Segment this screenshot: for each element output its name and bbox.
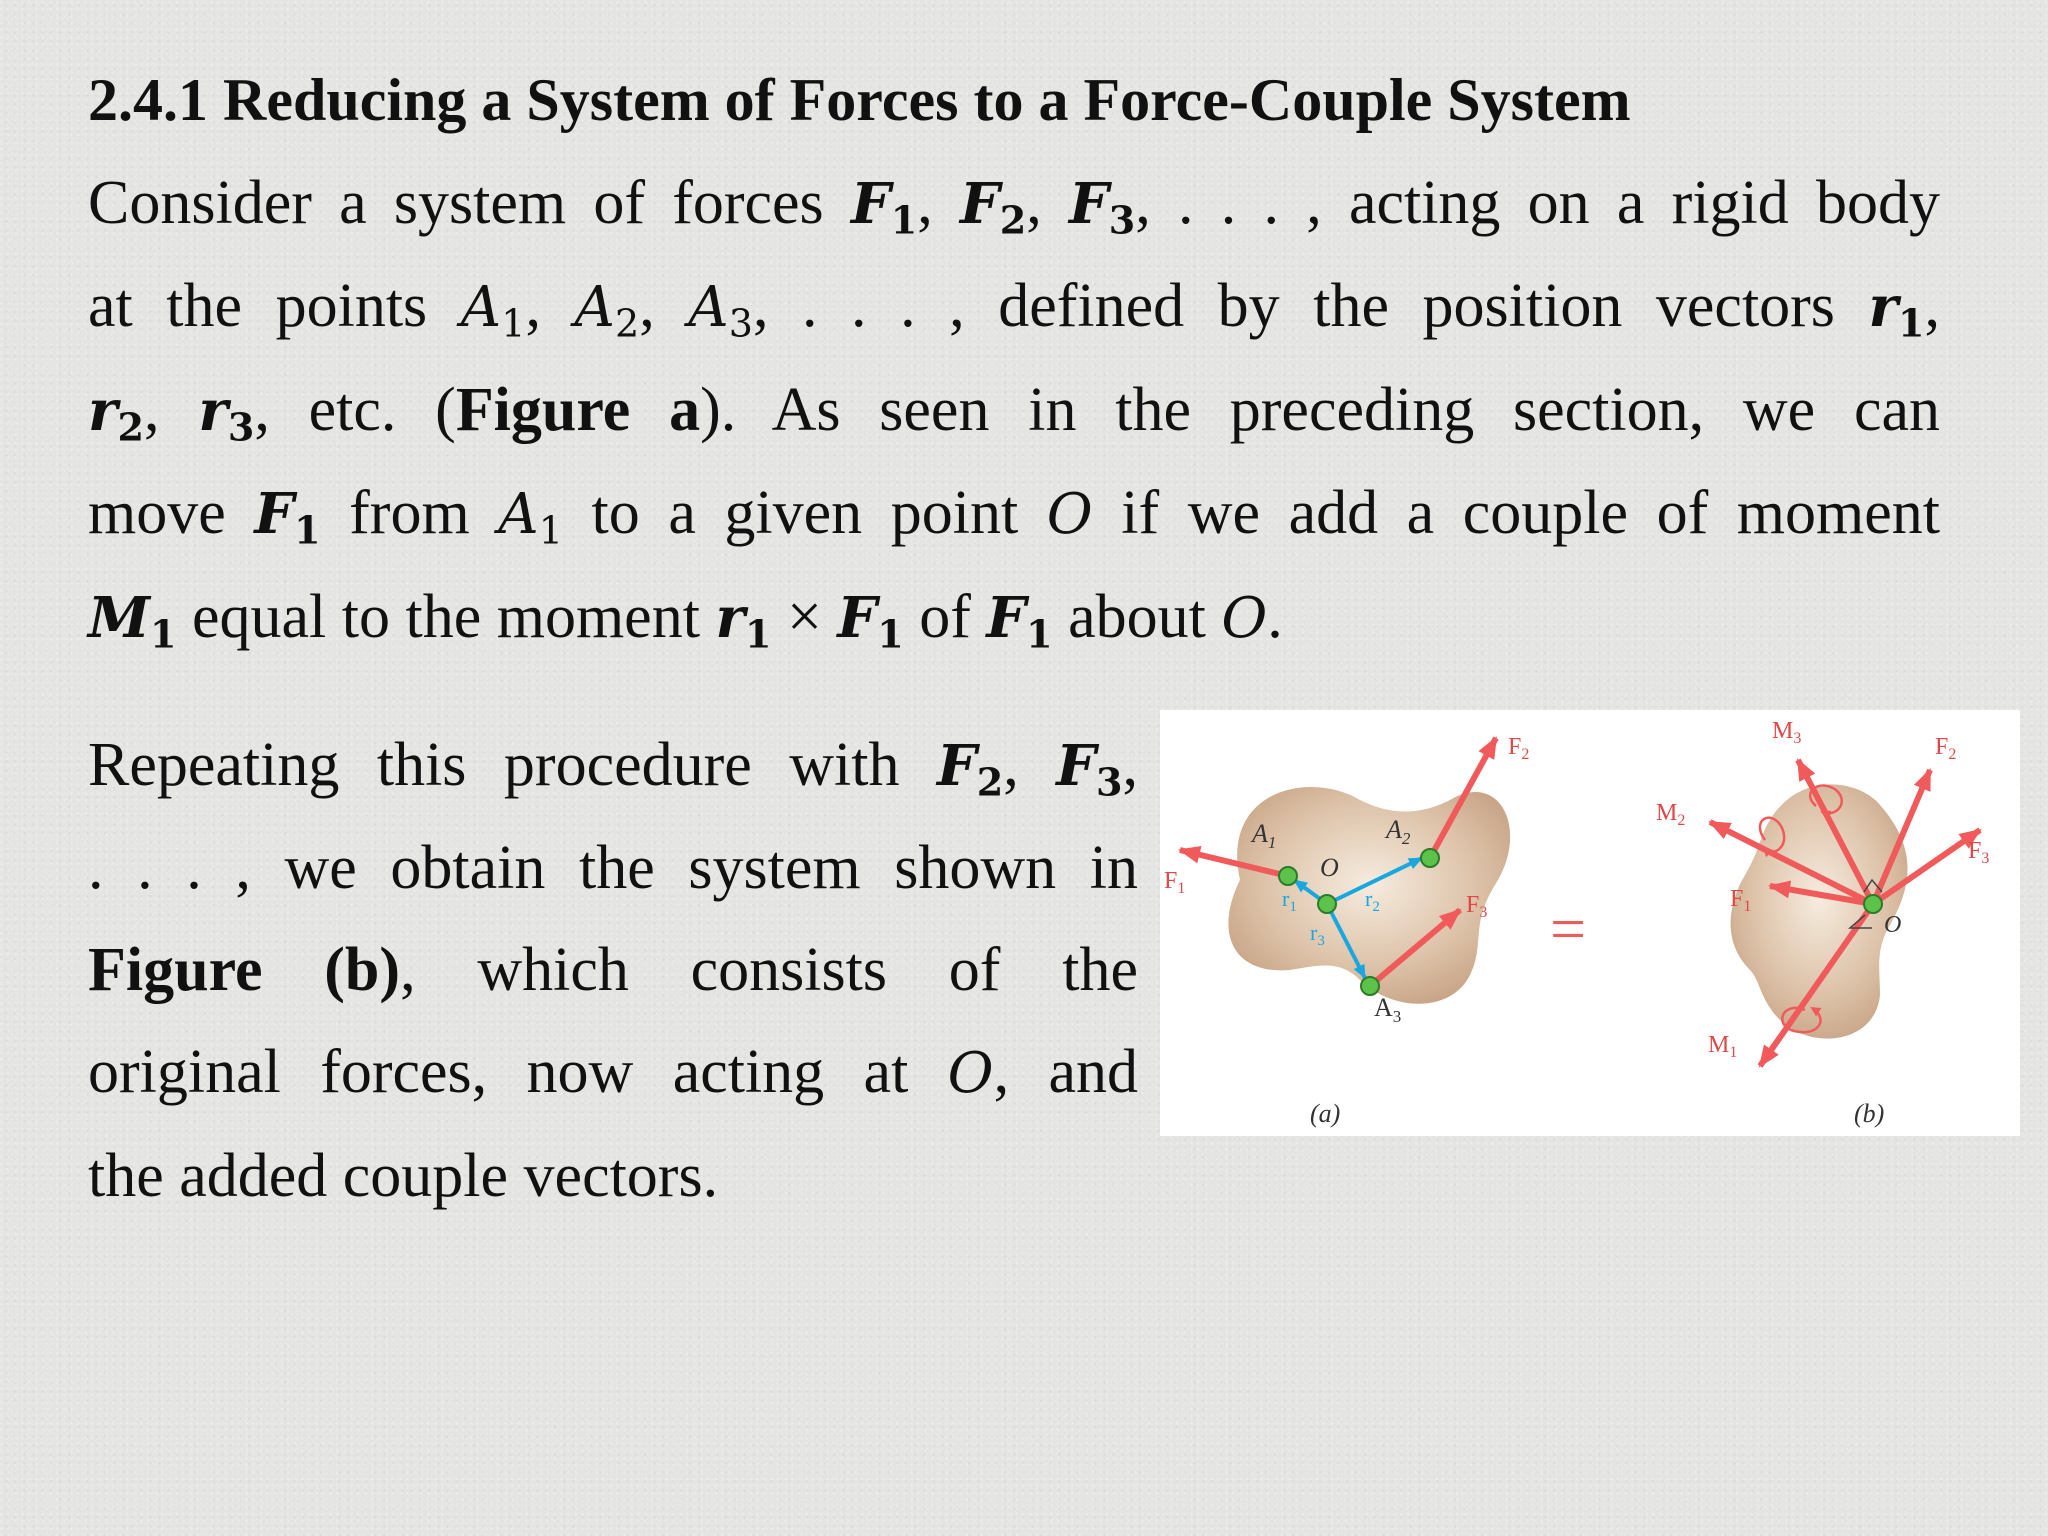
label-M2: $M_2$ [1656, 800, 1686, 829]
point-A2-marker [1421, 849, 1439, 867]
figure-b-reference: Figure (b) [88, 936, 401, 1004]
label-F2-b: $F_2$ [1935, 734, 1957, 763]
point-O: O [947, 1041, 994, 1106]
vector-F2: $F_2$ [936, 733, 1004, 805]
para2-line-3: Figure (b), which consists of the [88, 936, 1138, 1004]
rigid-body-b [1731, 784, 1908, 1038]
point-O-marker-b [1864, 895, 1882, 913]
section-heading: 2.4.1 Reducing a System of Forces to a Force-Couple System [88, 67, 1631, 133]
label-F1: $F_1$ [1164, 868, 1186, 897]
figure-a-reference: Figure a [455, 376, 701, 444]
label-A1: $A_1$ [1252, 819, 1277, 852]
label-A3: $A_3$ [1374, 993, 1402, 1026]
para2-line-1: Repeating this procedure with $F_2$, $F_3$, [88, 731, 1139, 805]
vector-F1: $F_1$ [254, 481, 321, 553]
point-A2: $A_2$ [574, 275, 640, 346]
para1-line-3: $r_2$, $r_3$, etc. (Figure a). As seen in the preceding section, we can [88, 376, 1941, 450]
para1-line-2: at the points $A_1$, $A_2$, $A_3$, . . . , defined by the position vectors $r_1$, [88, 272, 1941, 346]
vector-r1: $r_1$ [715, 585, 772, 657]
label-F3: $F_3$ [1466, 892, 1488, 921]
vector-r2: $r_2$ [88, 378, 145, 450]
vector-F2: $F_2$ [959, 171, 1027, 243]
vector-F1: $F_1$ [850, 171, 918, 243]
vector-M1: $M_1$ [88, 585, 177, 657]
para1-line-1: Consider a system of forces $F_1$, $F_2$, $F_3$, . . . , acting on a rigid body [88, 169, 1941, 243]
vector-r1: $r_1$ [1868, 274, 1925, 346]
paragraph-intro [88, 152, 1940, 670]
label-A2: $A_2$ [1386, 815, 1411, 848]
point-O: O [1046, 482, 1093, 547]
label-r2: $r_2$ [1365, 886, 1380, 915]
label-M3: $M_3$ [1772, 718, 1802, 747]
vector-F1: $F_1$ [837, 585, 904, 657]
point-A1: $A_1$ [460, 275, 526, 346]
label-r1: $r_1$ [1282, 886, 1297, 915]
label-F1-b: $F_1$ [1730, 886, 1752, 915]
label-r3: $r_3$ [1310, 920, 1325, 949]
point-O-marker [1318, 895, 1336, 913]
label-M1: $M_1$ [1708, 1032, 1738, 1061]
para1-line-4: move $F_1$ from $A_1$ to a given point O if we add a couple of moment [88, 479, 1940, 553]
vector-F3: $F_3$ [1056, 733, 1123, 805]
label-F3-b: $F_3$ [1968, 838, 1990, 867]
label-F2: $F_2$ [1508, 734, 1530, 763]
force-couple-diagram [1160, 710, 2020, 1136]
caption-b: (b) [1854, 1099, 1885, 1128]
vector-F1: $F_1$ [986, 585, 1053, 657]
paragraph-procedure [88, 714, 1138, 1227]
point-A1-marker [1279, 867, 1297, 885]
label-O: O [1320, 853, 1339, 882]
point-O: O [1221, 586, 1268, 651]
vector-r3: $r_3$ [198, 378, 255, 450]
point-A3: $A_3$ [688, 275, 753, 346]
force-couple-figure [1160, 710, 2020, 1136]
label-O-b: O [1884, 912, 1902, 938]
figure-a [1164, 734, 1529, 1128]
figure-b [1656, 718, 1989, 1128]
vector-F3: $F_3$ [1068, 171, 1136, 243]
point-A1: $A_1$ [498, 482, 563, 553]
equals-sign: = [1550, 893, 1587, 964]
para1-line-5: $M_1$ equal to the moment $r_1 \times F_1$ of $F_1$ about O. [88, 583, 1283, 657]
para2-line-4: original forces, now acting at O, and [88, 1038, 1138, 1106]
caption-a: (a) [1310, 1099, 1341, 1128]
para2-line-2: . . . , we obtain the system shown in [88, 834, 1138, 902]
para2-line-5: the added couple vectors. [88, 1142, 719, 1210]
